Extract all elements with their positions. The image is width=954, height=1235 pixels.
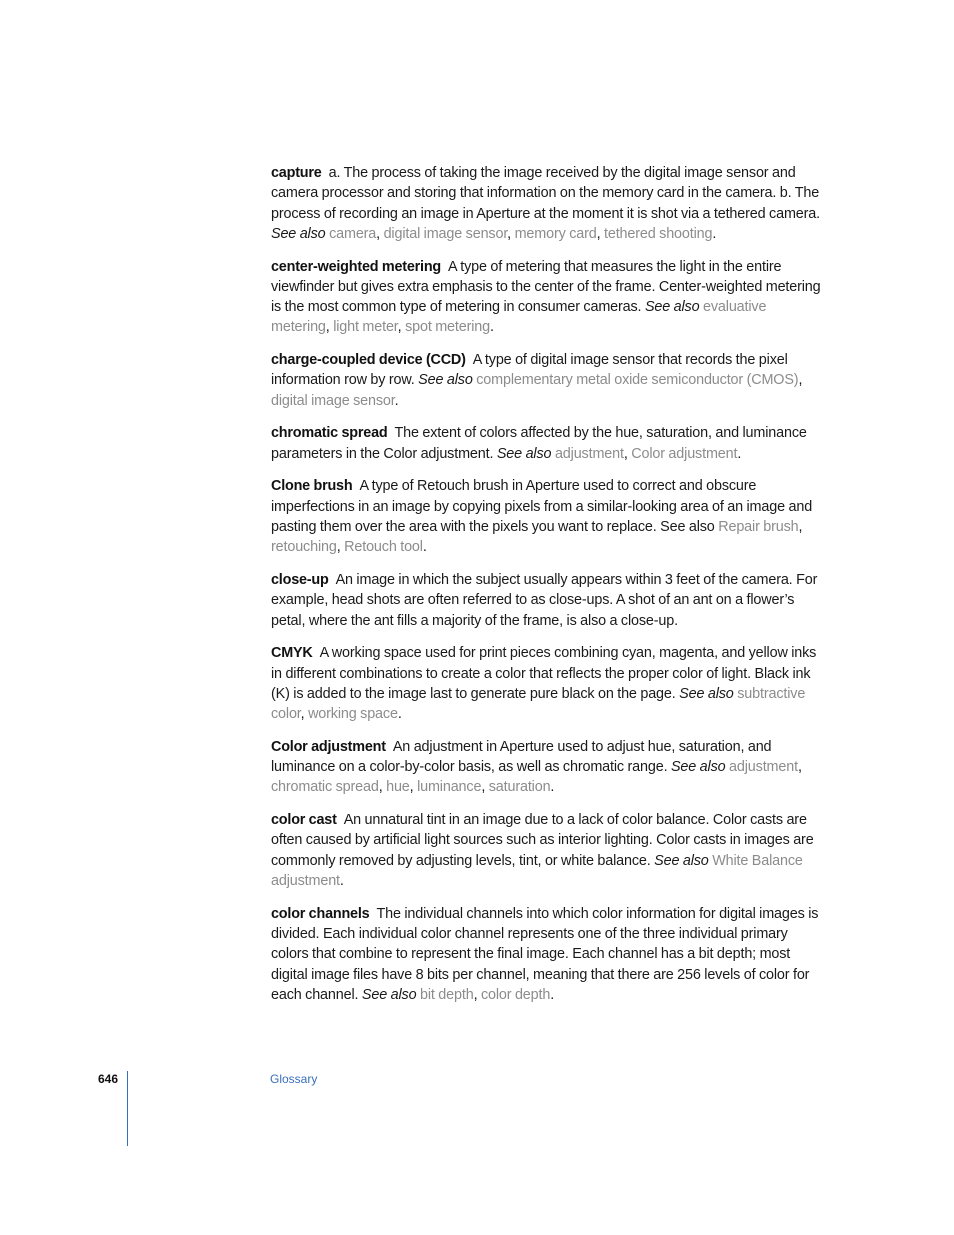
see-also-label: See also (644, 299, 700, 316)
glossary-entry (271, 737, 827, 798)
cross-reference-link[interactable]: working space (308, 706, 398, 723)
cross-reference-link[interactable]: retouching (271, 539, 337, 556)
see-also-label: See also (361, 986, 417, 1003)
cross-reference-link[interactable]: spot metering (405, 319, 490, 336)
definition-text: . (550, 986, 555, 1003)
glossary-entry (271, 257, 827, 338)
glossary-term: capture (271, 165, 322, 181)
definition-text: The extent of colors affected by the hue, saturation, and luminance parameters in the Color adjustment. (271, 425, 807, 462)
definition-text: . (712, 225, 717, 242)
glossary-term: Color adjustment (271, 738, 386, 755)
cross-reference-link[interactable]: bit depth (420, 986, 474, 1003)
glossary-entry (271, 570, 827, 631)
cross-reference-link[interactable]: Retouch tool (344, 539, 423, 556)
cross-reference-link[interactable]: luminance (417, 779, 482, 796)
definition-text: , (798, 519, 803, 536)
definition-text: , (623, 445, 632, 462)
glossary-term: center-weighted metering (271, 258, 442, 275)
glossary-entry (271, 423, 827, 464)
see-also-label: See also (679, 685, 734, 702)
definition-text: , (797, 759, 802, 776)
see-also-label: See also (496, 445, 552, 462)
glossary-entries (271, 163, 827, 1018)
definition-text: . (397, 706, 402, 723)
cross-reference-link[interactable]: digital image sensor (383, 225, 508, 242)
cross-reference-link[interactable]: evaluative metering (271, 299, 767, 336)
cross-reference-link[interactable]: light meter (333, 319, 398, 336)
cross-reference-link[interactable]: tethered shooting (604, 225, 713, 242)
definition-text: , (376, 225, 384, 242)
cross-reference-link[interactable]: memory card (514, 225, 597, 242)
glossary-term: CMYK (271, 645, 313, 662)
footer-divider (127, 1071, 128, 1146)
definition-text: A type of Retouch brush in Aperture used to correct and obscure imperfections in an image by copying pixels from a similar-looking area of an image and pasting them over the area with the pixels you want to replace. See also (271, 478, 813, 536)
glossary-entry (271, 350, 827, 411)
definition-text: . (339, 873, 344, 890)
glossary-term: chromatic spread (271, 425, 388, 442)
definition-text: . (737, 445, 742, 462)
definition-text: a. The process of taking the image received by the digital image sensor and camera processor and storing that information on the memory card in the camera. b. The process of recording an image in Aperture at the moment it is shot via a tethered camera. (271, 165, 820, 222)
glossary-entry (271, 163, 827, 244)
cross-reference-link[interactable]: camera (329, 225, 377, 242)
glossary-entry (271, 810, 827, 891)
definition-text: , (798, 372, 803, 389)
cross-reference-link[interactable]: subtractive color (271, 685, 806, 723)
definition-text: . (394, 392, 399, 409)
definition-text: , (507, 225, 515, 242)
cross-reference-link[interactable]: color depth (480, 986, 551, 1003)
section-link-glossary[interactable]: Glossary (270, 1072, 318, 1086)
glossary-entry (271, 643, 827, 724)
definition-text: An image in which the subject usually appears within 3 feet of the camera. For example, head shots are often referred to as close-ups. A shot of an ant on a flower’s petal, where the ant fills a majority of the frame, is also a close-up. (271, 572, 818, 629)
definition-text: A type of digital image sensor that records the pixel information row by row. (271, 352, 788, 389)
definition-text: , (596, 225, 604, 242)
glossary-term: color channels (271, 905, 370, 922)
see-also-label: See also (418, 372, 473, 389)
definition-text: . (422, 539, 427, 556)
definition-text: An adjustment in Aperture used to adjust hue, saturation, and luminance on a color-by-color basis, as well as chromatic range. (271, 738, 772, 776)
cross-reference-link[interactable]: saturation (488, 779, 551, 796)
glossary-term: color cast (271, 812, 337, 829)
cross-reference-link[interactable]: Repair brush (718, 519, 799, 536)
definition-text: , (481, 779, 489, 796)
cross-reference-link[interactable]: White Balance adjustment (271, 852, 803, 890)
cross-reference-link[interactable]: complementary metal oxide semiconductor (CMOS) (476, 372, 799, 389)
cross-reference-link[interactable]: hue (386, 779, 410, 796)
cross-reference-link[interactable]: Color adjustment (631, 445, 738, 462)
glossary-term: Clone brush (271, 478, 353, 495)
cross-reference-link[interactable]: adjustment (554, 445, 624, 462)
definition-text: , (325, 319, 334, 336)
definition-text: . (490, 319, 494, 336)
cross-reference-link[interactable]: adjustment (729, 759, 798, 776)
definition-text: An unnatural tint in an image due to a lack of color balance. Color casts are often caused by artificial light sources such as interior lighting. Color casts in images are commonly removed by adjusting levels, tint, or white balance. (271, 812, 814, 869)
see-also-label: See also (654, 852, 709, 869)
definition-text: . (550, 779, 555, 796)
glossary-term: charge-coupled device (CCD) (271, 352, 466, 369)
page-number: 646 (98, 1072, 119, 1086)
definition-text: , (409, 779, 418, 796)
cross-reference-link[interactable]: digital image sensor (271, 392, 395, 409)
definition-text: , (473, 986, 481, 1003)
definition-text: A type of metering that measures the light in the entire viewfinder but gives extra emphasis to the center of the frame. Center-weighted metering is the most common type of metering in consumer cameras. (271, 258, 821, 316)
glossary-entry (271, 476, 827, 557)
definition-text: A working space used for print pieces combining cyan, magenta, and yellow inks in different combinations to create a color that reflects the proper color of light. Black ink (K) is added to the image last to generate pure black on the page. (271, 645, 817, 702)
definition-text: , (378, 779, 387, 796)
definition-text: , (336, 539, 345, 556)
definition-text: The individual channels into which color information for digital images is divided. Each individual color channel represents one of the three individual primary colors that combine to represent the final image. Each channel has a bit depth; most digital image files have 8 bits per channel, meaning that there are 256 levels of color for each channel. (271, 905, 819, 1003)
see-also-label: See also (670, 759, 726, 776)
cross-reference-link[interactable]: chromatic spread (271, 779, 379, 796)
see-also-label: See also (271, 225, 326, 242)
glossary-entry (271, 904, 827, 1005)
definition-text: , (300, 706, 309, 723)
glossary-term: close-up (271, 572, 329, 588)
definition-text: , (397, 319, 406, 336)
